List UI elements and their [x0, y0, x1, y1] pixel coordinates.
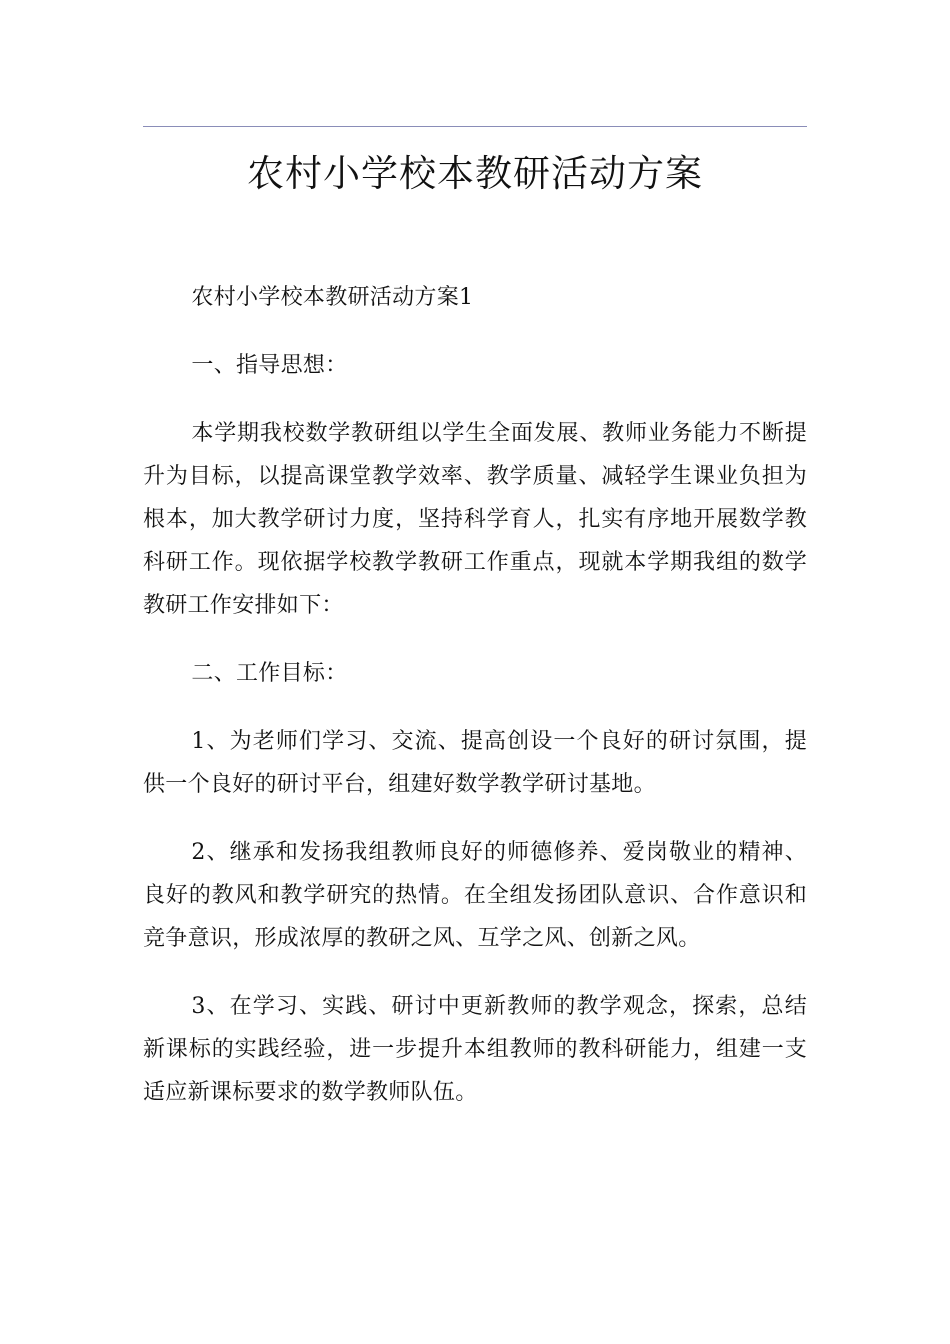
- section-heading-guiding-thought: 一、指导思想：: [191, 353, 348, 378]
- section-heading-work-goals: 二、工作目标：: [191, 661, 348, 686]
- paragraph-goal-1: 1、为老师们学习、交流、提高创设一个良好的研讨氛围，提供一个良好的研讨平台，组建好数学教学研讨基地。: [143, 729, 807, 797]
- header-rule: [143, 126, 807, 127]
- section-heading-plan-1: 农村小学校本教研活动方案1: [191, 285, 474, 310]
- paragraph-goal-3: 3、在学习、实践、研讨中更新教师的教学观念，探索，总结新课标的实践经验，进一步提升本组教师的教科研能力，组建一支适应新课标要求的数学教师队伍。: [143, 994, 807, 1105]
- document-title: 农村小学校本教研活动方案: [247, 152, 703, 195]
- paragraph-guiding-thought: 本学期我校数学教研组以学生全面发展、教师业务能力不断提升为目标，以提高课堂教学效率、教学质量、减轻学生课业负担为根本，加大教学研讨力度，坚持科学育人，扎实有序地开展数学教科研工作。现依据学校教学教研工作重点，现就本学期我组的数学教研工作安排如下：: [143, 421, 807, 618]
- paragraph-goal-2: 2、继承和发扬我组教师良好的师德修养、爱岗敬业的精神、良好的教风和教学研究的热情。在全组发扬团队意识、合作意识和竞争意识，形成浓厚的教研之风、互学之风、创新之风。: [143, 840, 807, 951]
- document-body: [143, 276, 807, 1139]
